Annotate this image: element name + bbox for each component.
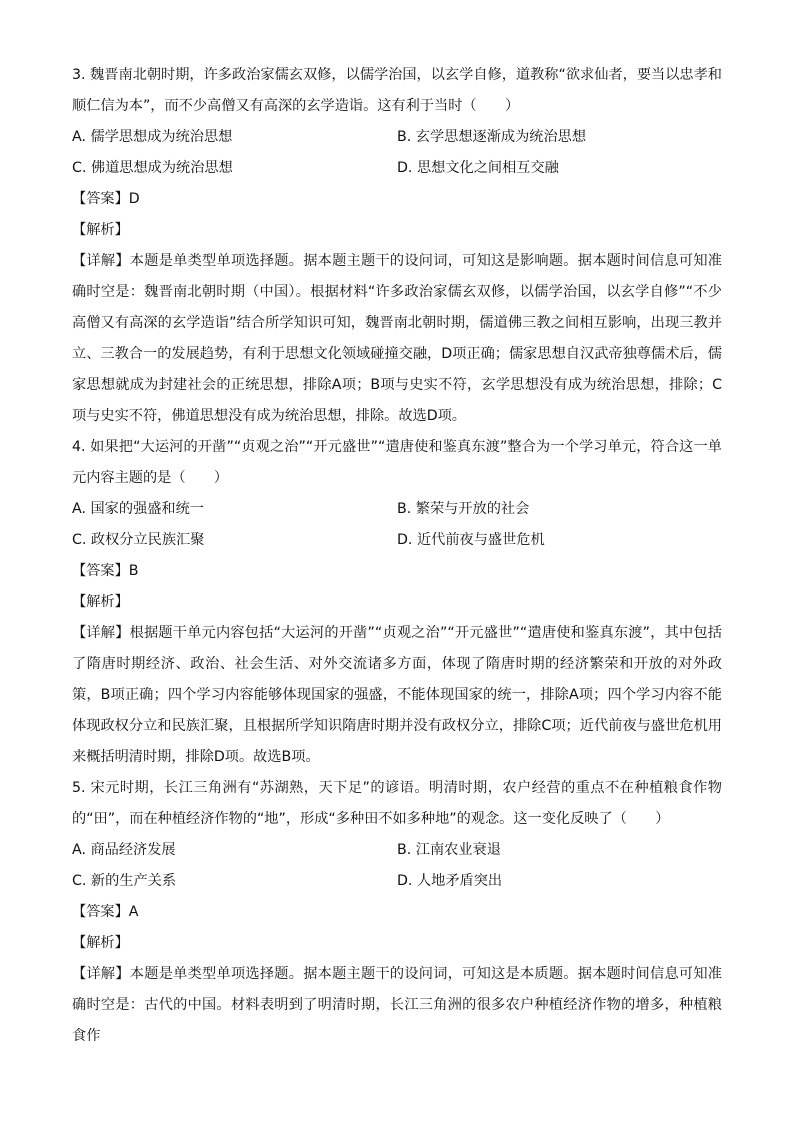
option-a: A. 儒学思想成为统治思想 xyxy=(72,129,233,145)
analysis-label: 【解析】 xyxy=(72,594,129,610)
answer-value: B xyxy=(128,563,139,579)
question-4 xyxy=(72,432,722,773)
answer-line xyxy=(72,897,722,928)
analysis-label: 【解析】 xyxy=(72,222,129,238)
question-5 xyxy=(72,773,722,1052)
detail-text: 【详解】根据题干单元内容包括“大运河的开凿”“贞观之治”“开元盛世”“遣唐使和鉴真东渡”，其中包括了隋唐时期经济、政治、社会生活、对外交流诸多方面，体现了隋唐时期的经济繁荣和开放的对外政策，B项正确；四个学习内容能够体现国家的强盛，不能体现国家的统一，排除A项；四个学习内容不能体现政权分立和民族汇聚，且根据所学知识隋唐时期并没有政权分立，排除C项；近代前夜与盛世危机用来概括明清时期，排除D项。故选B项。 xyxy=(72,625,722,765)
option-d: D. 人地矛盾突出 xyxy=(397,873,503,889)
analysis-label: 【解析】 xyxy=(72,935,129,951)
question-stem: 3. 魏晋南北朝时期，许多政治家儒玄双修，以儒学治国，以玄学自修，道教称“欲求仙者，要当以忠孝和顺仁信为本”，而不少高僧又有高深的玄学造诣。这有利于当时（ ） xyxy=(72,67,722,114)
option-c: C. 佛道思想成为统治思想 xyxy=(72,160,233,176)
option-c: C. 政权分立民族汇聚 xyxy=(72,532,205,548)
option-b: B. 繁荣与开放的社会 xyxy=(397,501,530,517)
question-stem: 5. 宋元时期，长江三角洲有“苏湖熟，天下足”的谚语。明清时期，农户经营的重点不在种植粮食作物的“田”，而在种植经济作物的“地”，形成“多种田不如多种地”的观念。这一变化反映了（ ） xyxy=(72,780,722,827)
option-b: B. 江南农业衰退 xyxy=(397,842,501,858)
answer-value: D xyxy=(128,191,140,207)
detail-text: 【详解】本题是单类型单项选择题。据本题主题干的设问词，可知这是影响题。据本题时间信息可知准确时空是：魏晋南北朝时期（中国）。根据材料“许多政治家儒玄双修，以儒学治国，以玄学自修”“不少高僧又有高深的玄学造诣”结合所学知识可知，魏晋南北朝时期，儒道佛三教之间相互影响，出现三教并立、三教合一的发展趋势，有利于思想文化领域碰撞交融，D项正确；儒家思想自汉武帝独尊儒术后，儒家思想就成为封建社会的正统思想，排除A项；B项与史实不符，玄学思想没有成为统治思想，排除；C项与史实不符，佛道思想没有成为统治思想，排除。故选D项。 xyxy=(72,253,722,424)
option-a: A. 国家的强盛和统一 xyxy=(72,501,204,517)
options-list xyxy=(72,122,722,184)
answer-line xyxy=(72,184,722,215)
option-d: D. 近代前夜与盛世危机 xyxy=(397,532,545,548)
answer-value: A xyxy=(128,904,139,920)
options-list xyxy=(72,835,722,897)
answer-label: 【答案】 xyxy=(72,563,129,579)
option-c: C. 新的生产关系 xyxy=(72,873,177,889)
option-b: B. 玄学思想逐渐成为统治思想 xyxy=(397,129,587,145)
options-list xyxy=(72,494,722,556)
answer-line xyxy=(72,556,722,587)
detail-text: 【详解】本题是单类型单项选择题。据本题主题干的设问词，可知这是本质题。据本题时间信息可知准确时空是：古代的中国。材料表明到了明清时期，长江三角洲的很多农户种植经济作物的增多，种植粮食作 xyxy=(72,966,722,1044)
answer-label: 【答案】 xyxy=(72,191,129,207)
question-stem: 4. 如果把“大运河的开凿”“贞观之治”“开元盛世”“遣唐使和鉴真东渡”整合为一个学习单元，符合这一单元内容主题的是（ ） xyxy=(72,439,722,486)
answer-label: 【答案】 xyxy=(72,904,129,920)
question-3 xyxy=(72,60,722,432)
option-a: A. 商品经济发展 xyxy=(72,842,176,858)
option-d: D. 思想文化之间相互交融 xyxy=(397,160,559,176)
